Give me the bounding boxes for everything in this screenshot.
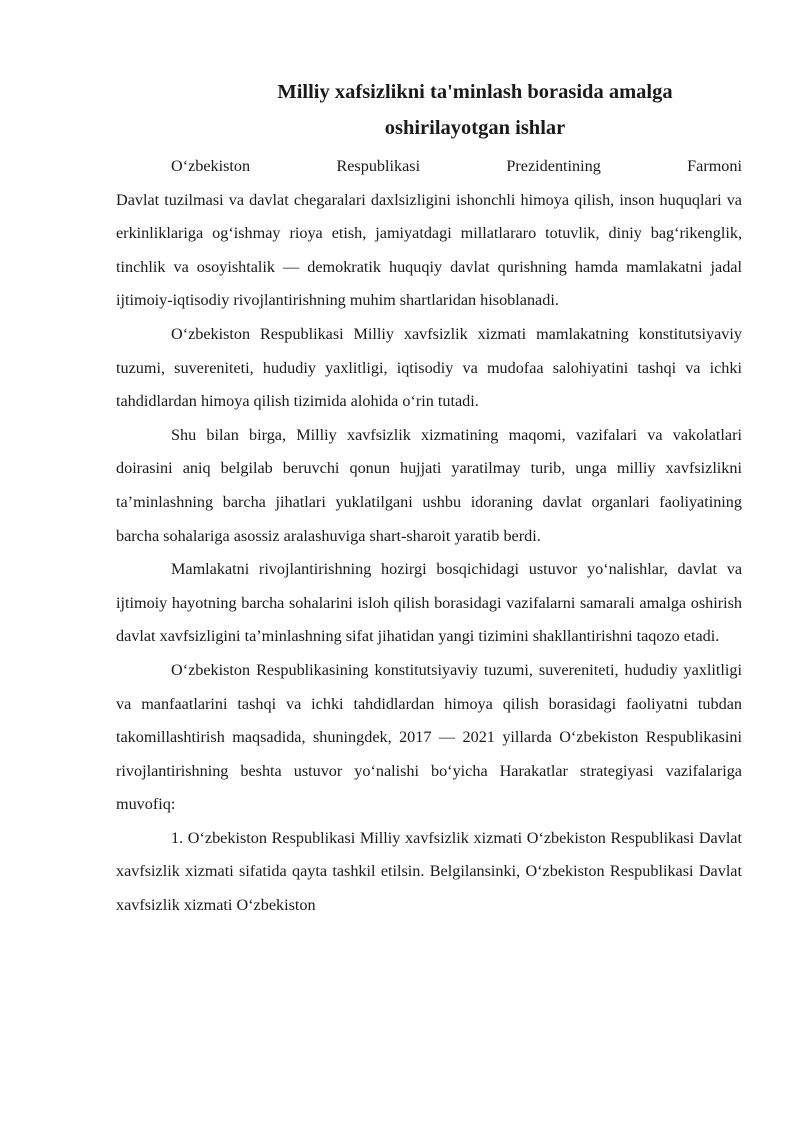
paragraph-3: Shu bilan birga, Milliy xavfsizlik xizmatining maqomi, vazifalari va vakolatlari doirasini aniq belgilab beruvchi qonun hujjati yaratilmay turib, unga milliy xavfsizlikni ta’minlashning barcha jihatlari yuklatilgani ushbu idoraning davlat organlari faoliyatining barcha sohalariga asossiz aralashuviga shart-sharoit yaratib berdi. [116,425,742,545]
document-title [116,74,742,146]
paragraph-4: Mamlakatni rivojlantirishning hozirgi bosqichidagi ustuvor yo‘nalishlar, davlat va ijtimoiy hayotning barcha sohalarini isloh qilish borasidagi vazifalarni samarali amalga oshirish davlat xavfsizligini ta’minlashning sifat jihatidan yangi tizimini shakllantirishni taqozo etadi. [116,560,742,646]
paragraph-2: O‘zbekiston Respublikasi Milliy xavfsizlik xizmati mamlakatning konstitutsiyaviy tuzumi, suvereniteti, hududiy yaxlitligi, iqtisodiy va mudofaa salohiyatini tashqi va ichki tahdidlardan himoya qilish tizimida alohida o‘rin tutadi. [116,324,742,411]
document-page [116,74,742,923]
paragraph-1-body: Davlat tuzilmasi va davlat chegaralari daxlsizligini ishonchli himoya qilish, inson huquqlari va erkinliklariga og‘ishmay rioya etish, jamiyatdagi millatlararo totuvlik, diniy bag‘rikenglik, tinchlik va osoyishtalik — demokratik huquqiy davlat qurishning hamda mamlakatni jadal ijtimoiy-iqtisodiy rivojlantirishning muhim shartlaridan hisoblanadi. [116,190,742,310]
paragraph-1-heading-line: O‘zbekiston Respublikasi Prezidentining Farmoni [171,157,742,175]
paragraph-5: O‘zbekiston Respublikasining konstitutsiyaviy tuzumi, suvereniteti, hududiy yaxlitligi va manfaatlarini tashqi va ichki tahdidlardan himoya qilish borasidagi faoliyatni tubdan takomillashtirish maqsadida, shuningdek, 2017 — 2021 yillarda O‘zbekiston Respublikasini rivojlantirishning beshta ustuvor yo‘nalishi bo‘yicha Harakatlar strategiyasi vazifalariga muvofiq: [116,660,742,814]
paragraph-6: 1. O‘zbekiston Respublikasi Milliy xavfsizlik xizmati O‘zbekiston Respublikasi Davlat xavfsizlik xizmati sifatida qayta tashkil etilsin. Belgilansinki, O‘zbekiston Respublikasi Davlat xavfsizlik xizmati O‘zbekiston [116,828,742,915]
title-line-1: Milliy xafsizlikni ta'minlash borasida amalga [277,81,673,103]
paragraph-1 [116,150,742,318]
title-line-2: oshirilayotgan ishlar [384,117,566,139]
